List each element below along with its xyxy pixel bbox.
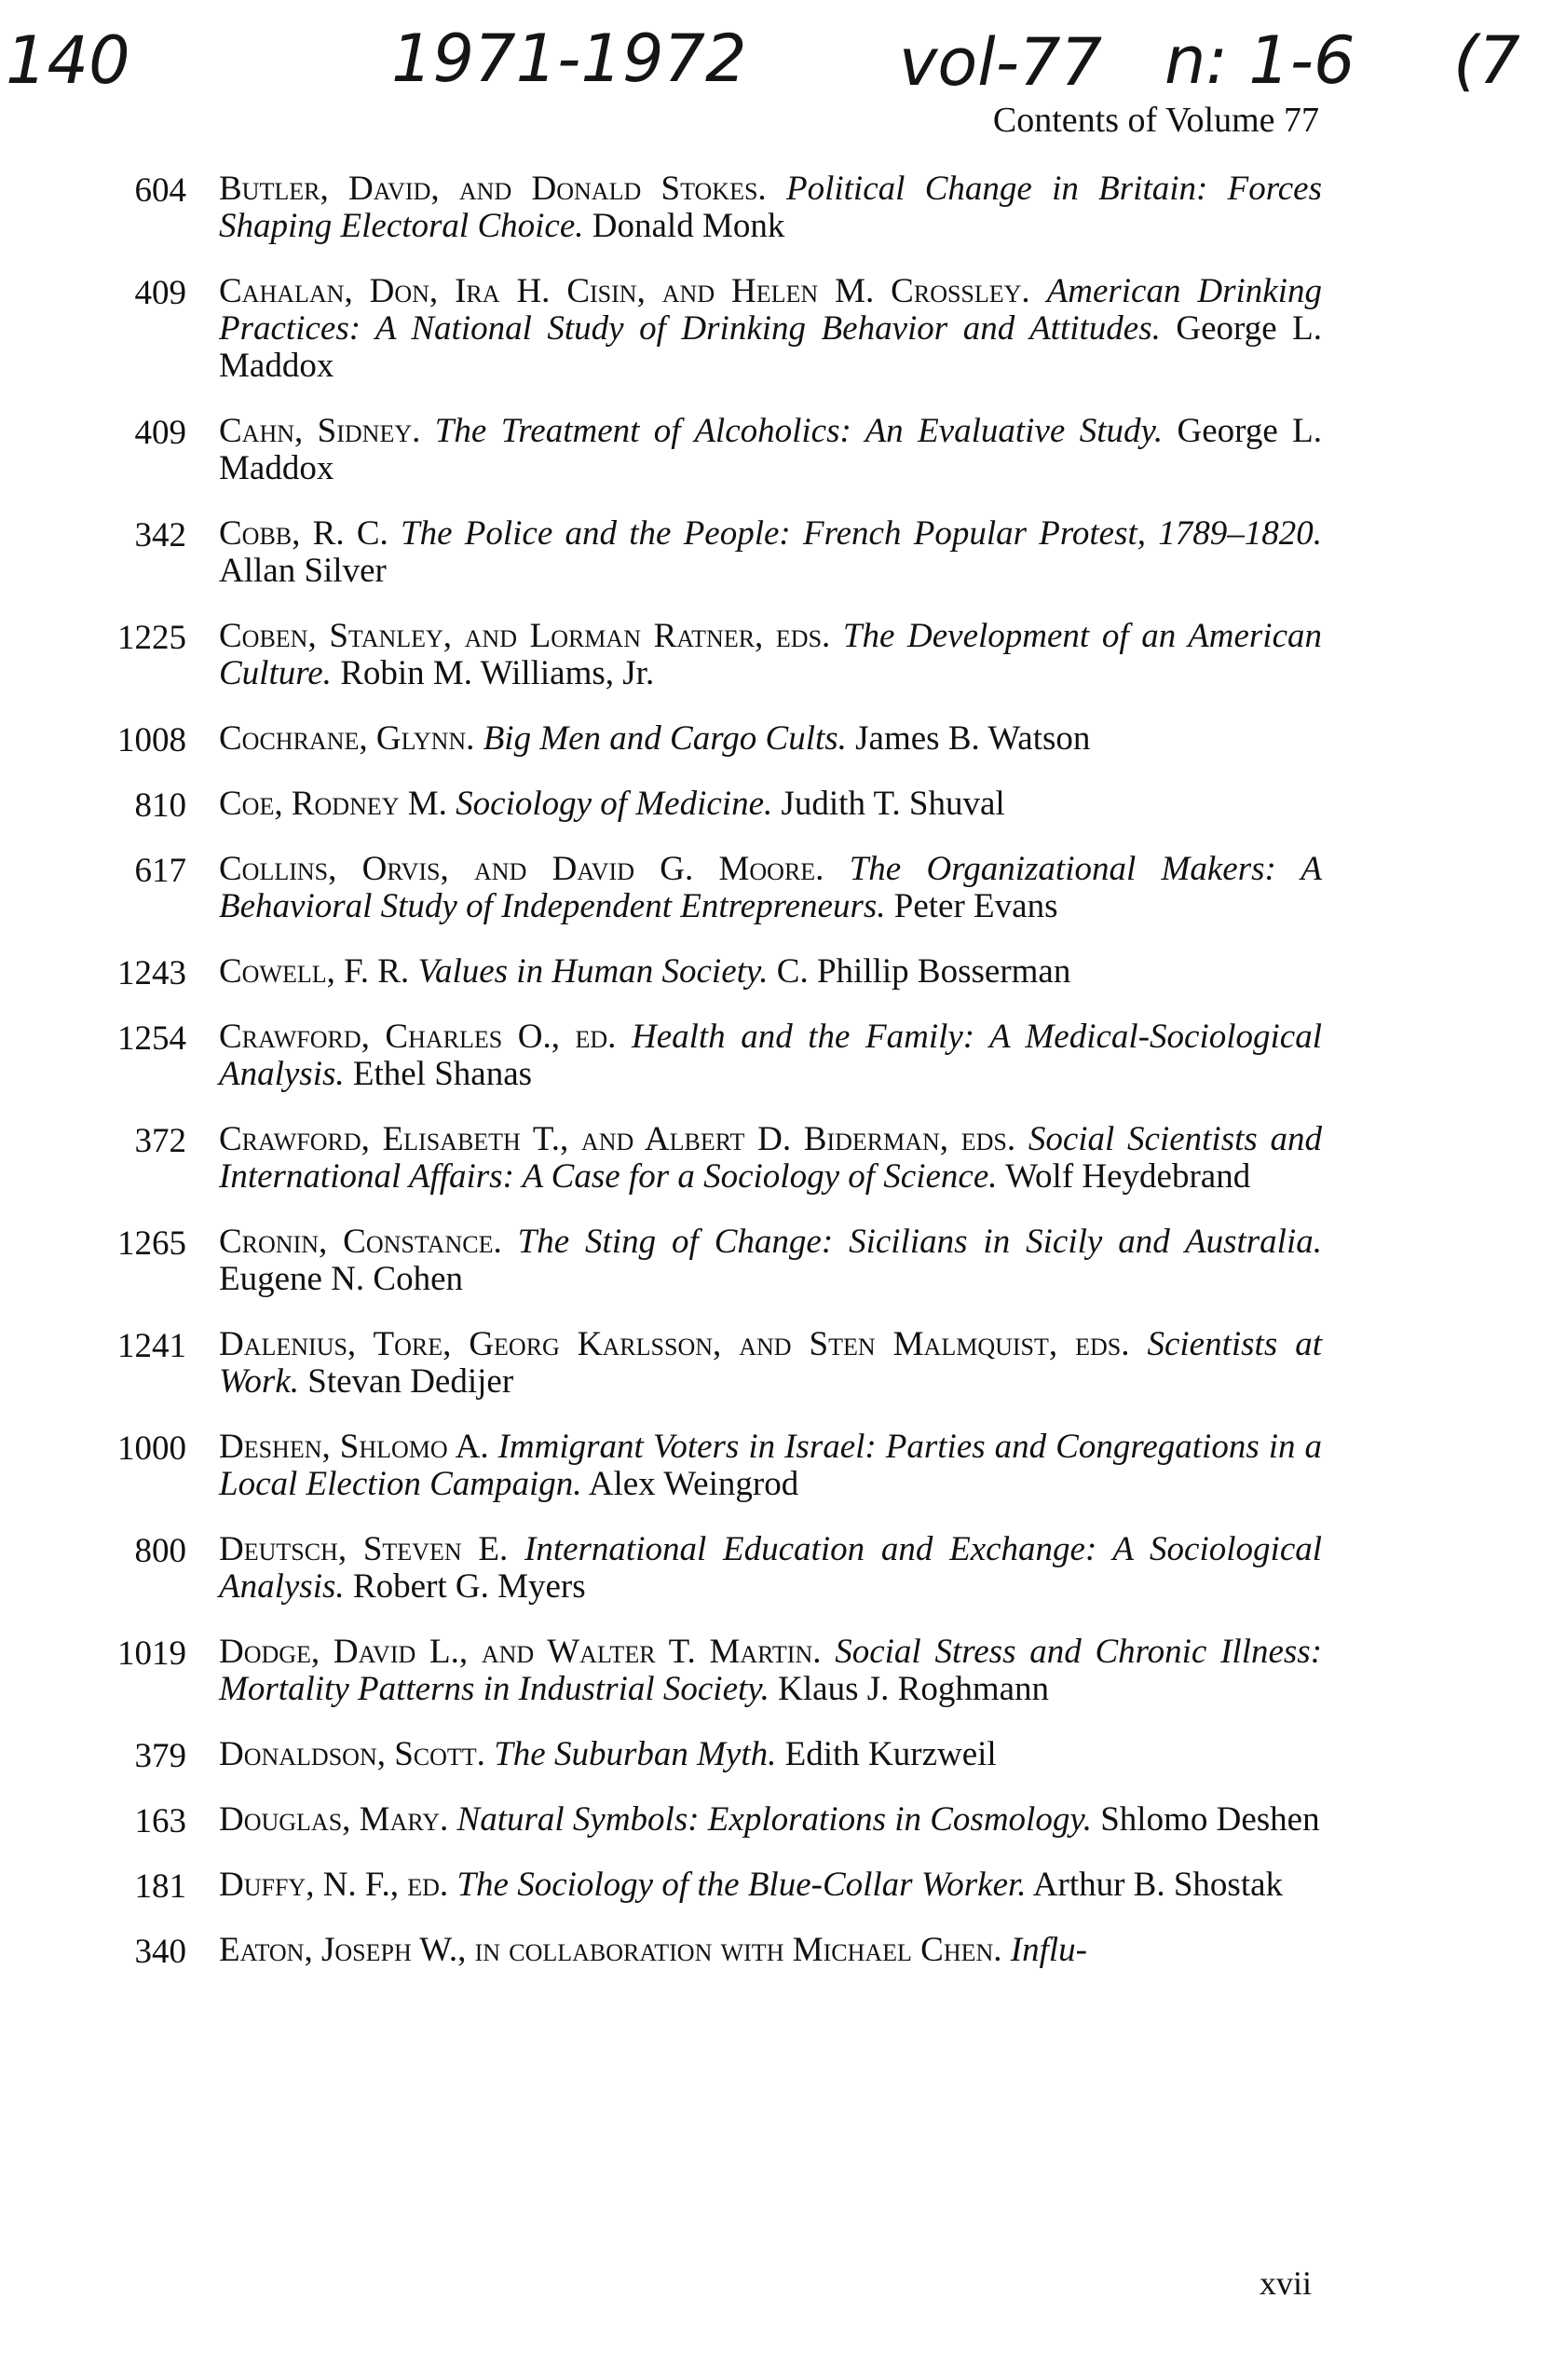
handwritten-number: 140 bbox=[6, 22, 130, 99]
entry-title: Immigrant Voters in Israel: Parties and Congregations in a Local Election Campaign. bbox=[219, 1428, 1323, 1503]
entry-text bbox=[219, 171, 1322, 245]
entry-title: Political Change in Britain: Forces Shaping Electoral Choice. bbox=[219, 170, 1322, 245]
entry-title: Sociology of Medicine. bbox=[456, 785, 773, 823]
entry-reviewer: Wolf Heydebrand bbox=[1005, 1157, 1251, 1196]
entry-author: Douglas, Mary. bbox=[219, 1800, 449, 1839]
entry-reviewer: Alex Weingrod bbox=[588, 1465, 799, 1503]
entry-author: Coe, Rodney M. bbox=[219, 785, 447, 823]
entry-reviewer: C. Phillip Bosserman bbox=[776, 952, 1071, 991]
entry-author: Cobb, R. C. bbox=[219, 514, 388, 553]
review-entry bbox=[84, 1326, 1323, 1401]
entry-author: Donaldson, Scott. bbox=[219, 1735, 485, 1773]
page-number: 1000 bbox=[117, 1429, 186, 1468]
entry-title: The Organizational Makers: A Behavioral Study of Independent Entrepreneurs. bbox=[219, 850, 1323, 925]
entry-author: Cronin, Constance. bbox=[219, 1223, 502, 1261]
entry-title: The Development of an American Culture. bbox=[219, 617, 1323, 692]
review-entry bbox=[84, 1429, 1323, 1503]
entry-author: Deutsch, Steven E. bbox=[219, 1530, 509, 1568]
entry-reviewer: Robert G. Myers bbox=[352, 1567, 586, 1606]
page-number: 163 bbox=[134, 1802, 186, 1840]
page-number: 372 bbox=[134, 1122, 186, 1160]
entry-reviewer: Robin M. Williams, Jr. bbox=[340, 654, 655, 692]
page-number: 1265 bbox=[117, 1224, 186, 1263]
entry-author: Deshen, Shlomo A. bbox=[219, 1428, 489, 1466]
entry-reviewer: George L. Maddox bbox=[219, 412, 1323, 487]
entry-text bbox=[219, 515, 1322, 590]
entry-title: Natural Symbols: Explorations in Cosmology. bbox=[456, 1800, 1092, 1839]
entry-author: Cochrane, Glynn. bbox=[219, 719, 475, 758]
review-entry bbox=[84, 273, 1323, 385]
entry-title: The Police and the People: French Popular Protest, 1789–1820. bbox=[401, 514, 1323, 553]
entry-title: The Sociology of the Blue-Collar Worker. bbox=[456, 1866, 1027, 1904]
page-number: 409 bbox=[134, 414, 186, 452]
page-number: 340 bbox=[134, 1933, 186, 1971]
page-number: 1008 bbox=[117, 721, 186, 759]
entry-text bbox=[219, 618, 1322, 692]
page-number: 342 bbox=[134, 516, 186, 554]
page-number: 1225 bbox=[117, 619, 186, 657]
review-entry bbox=[84, 1121, 1323, 1196]
entry-title: The Treatment of Alcoholics: An Evaluative Study. bbox=[434, 412, 1164, 450]
entry-title: Social Stress and Chronic Illness: Mortality Patterns in Industrial Society. bbox=[219, 1633, 1323, 1708]
entry-title: Influ- bbox=[1010, 1931, 1087, 1969]
page-number: 379 bbox=[134, 1737, 186, 1775]
entry-reviewer: Stevan Dedijer bbox=[307, 1362, 514, 1401]
entry-text bbox=[219, 273, 1322, 385]
entry-reviewer: Shlomo Deshen bbox=[1100, 1800, 1320, 1839]
entry-text bbox=[219, 1531, 1322, 1606]
entry-author: Cahalan, Don, Ira H. Cisin, and Helen M. Crossley. bbox=[219, 272, 1030, 310]
handwritten-years: 1971-1972 bbox=[391, 21, 747, 97]
entry-author: Butler, David, and Donald Stokes. bbox=[219, 170, 767, 208]
entry-reviewer: Arthur B. Shostak bbox=[1032, 1866, 1284, 1904]
page-number: 409 bbox=[134, 274, 186, 312]
entry-reviewer: Klaus J. Roghmann bbox=[778, 1670, 1050, 1708]
page-number: 617 bbox=[134, 852, 186, 890]
review-entry bbox=[84, 1801, 1323, 1839]
review-entry bbox=[84, 953, 1323, 991]
entry-reviewer: Ethel Shanas bbox=[352, 1055, 533, 1093]
handwritten-annotation bbox=[0, 9, 1566, 112]
entry-author: Dodge, David L., and Walter T. Martin. bbox=[219, 1633, 822, 1671]
entry-author: Dalenius, Tore, Georg Karlsson, and Sten Malmquist, eds. bbox=[219, 1325, 1130, 1363]
entry-title: Big Men and Cargo Cults. bbox=[483, 719, 847, 758]
review-entry bbox=[84, 720, 1323, 758]
entry-text bbox=[219, 413, 1322, 487]
entry-reviewer: Donald Monk bbox=[592, 207, 785, 245]
review-entry bbox=[84, 171, 1323, 245]
entry-reviewer: George L. Maddox bbox=[219, 309, 1323, 385]
handwritten-volume: vol-77 bbox=[899, 24, 1103, 101]
page-number: 810 bbox=[134, 786, 186, 825]
page-number: 800 bbox=[134, 1532, 186, 1570]
entry-text bbox=[219, 1867, 1322, 1904]
entry-author: Eaton, Joseph W., in collaboration with Michael Chen. bbox=[219, 1931, 1002, 1969]
review-entry bbox=[84, 1932, 1323, 1969]
page-folio: xvii bbox=[1259, 2264, 1312, 2302]
review-entry bbox=[84, 1224, 1323, 1298]
entry-author: Crawford, Charles O., ed. bbox=[219, 1018, 617, 1056]
entry-reviewer: James B. Watson bbox=[855, 719, 1091, 758]
page-number: 604 bbox=[134, 171, 186, 210]
entry-title: Values in Human Society. bbox=[417, 952, 769, 991]
entry-title: Health and the Family: A Medical-Sociological Analysis. bbox=[219, 1018, 1322, 1093]
handwritten-issues: n: 1-6 bbox=[1164, 22, 1355, 99]
entry-text bbox=[219, 953, 1322, 991]
entry-author: Crawford, Elisabeth T., and Albert D. Biderman, eds. bbox=[219, 1120, 1016, 1158]
entry-text bbox=[219, 1801, 1322, 1839]
entry-reviewer: Allan Silver bbox=[219, 552, 387, 590]
entry-title: Social Scientists and International Affairs: A Case for a Sociology of Science. bbox=[219, 1120, 1322, 1196]
page-number: 1254 bbox=[117, 1019, 186, 1058]
entry-text bbox=[219, 1019, 1322, 1093]
entry-text bbox=[219, 1634, 1322, 1708]
entry-author: Coben, Stanley, and Lorman Ratner, eds. bbox=[219, 617, 831, 655]
review-entry bbox=[84, 1634, 1323, 1708]
review-entry bbox=[84, 618, 1323, 692]
entry-text bbox=[219, 851, 1322, 925]
handwritten-mark: (7 bbox=[1453, 22, 1520, 99]
entry-title: Scientists at Work. bbox=[219, 1325, 1322, 1401]
running-header: Contents of Volume 77 bbox=[992, 101, 1319, 140]
page-number: 181 bbox=[134, 1867, 186, 1906]
page-number: 1243 bbox=[117, 954, 186, 992]
entry-text bbox=[219, 720, 1322, 758]
review-entry bbox=[84, 1867, 1323, 1904]
page-number: 1241 bbox=[117, 1327, 186, 1365]
entry-text bbox=[219, 1121, 1322, 1196]
entry-title: The Sting of Change: Sicilians in Sicily and Australia. bbox=[517, 1223, 1322, 1261]
entry-text bbox=[219, 1326, 1322, 1401]
review-entry bbox=[84, 515, 1323, 590]
review-entry bbox=[84, 1736, 1323, 1773]
entry-author: Collins, Orvis, and David G. Moore. bbox=[219, 850, 824, 888]
review-entry bbox=[84, 413, 1323, 487]
review-entry bbox=[84, 1531, 1323, 1606]
entry-reviewer: Edith Kurzweil bbox=[784, 1735, 997, 1773]
entry-reviewer: Eugene N. Cohen bbox=[219, 1260, 464, 1298]
review-entry bbox=[84, 1019, 1323, 1093]
entry-author: Cowell, F. R. bbox=[219, 952, 410, 991]
entry-title: The Suburban Myth. bbox=[494, 1735, 777, 1773]
entry-text bbox=[219, 1736, 1322, 1773]
review-entry bbox=[84, 851, 1323, 925]
review-entry bbox=[84, 786, 1323, 823]
entry-reviewer: Peter Evans bbox=[893, 887, 1058, 925]
entry-text bbox=[219, 786, 1322, 823]
page-number: 1019 bbox=[117, 1635, 186, 1673]
entry-reviewer: Judith T. Shuval bbox=[781, 785, 1005, 823]
review-list bbox=[84, 171, 1323, 1969]
entry-title: American Drinking Practices: A National Study of Drinking Behavior and Attitudes. bbox=[219, 272, 1323, 348]
entry-text bbox=[219, 1224, 1322, 1298]
entry-text bbox=[219, 1932, 1322, 1969]
entry-author: Duffy, N. F., ed. bbox=[219, 1866, 449, 1904]
entry-title: International Education and Exchange: A Sociological Analysis. bbox=[219, 1530, 1323, 1606]
entry-text bbox=[219, 1429, 1322, 1503]
entry-author: Cahn, Sidney. bbox=[219, 412, 421, 450]
